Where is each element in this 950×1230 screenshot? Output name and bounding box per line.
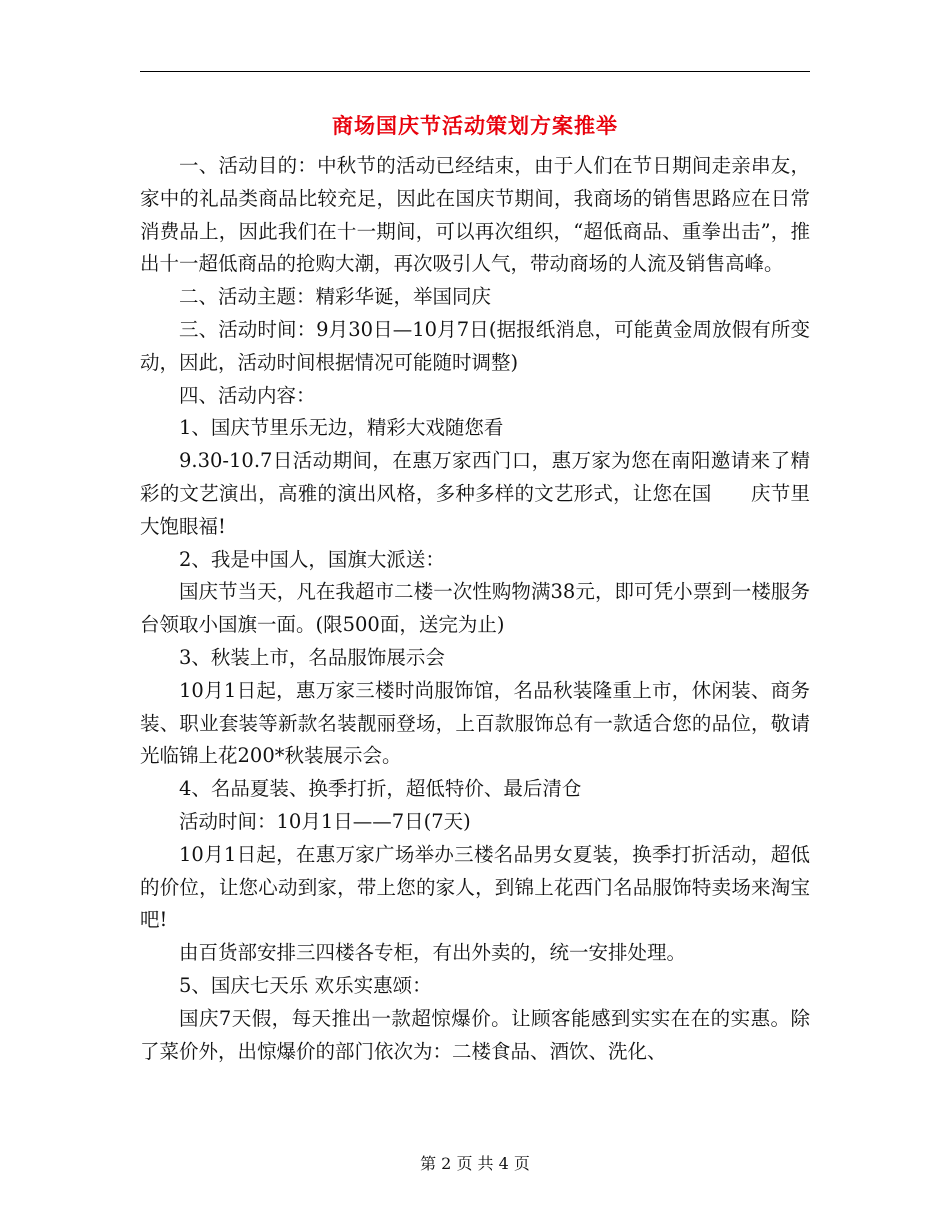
paragraph-item-4-note: 由百货部安排三四楼各专柜，有出外卖的，统一安排处理。 (179, 941, 687, 965)
paragraph-item-1-heading: 1、国庆节里乐无边，精彩大戏随您看 (179, 416, 504, 440)
paragraph-time: 三、活动时间：9月30日—10月7日(据报纸消息，可能黄金周放假有所变动，因此，活动时间根据情况可能随时调整) (140, 317, 810, 374)
document-title: 商场国庆节活动策划方案推举 (332, 113, 618, 138)
paragraph-item-5-body: 国庆7天假，每天推出一款超惊爆价。让顾客能感到实实在在的实惠。除了菜价外，出惊爆价的部门依次为：二楼食品、酒饮、洗化、 (140, 1006, 810, 1063)
paragraph-item-3-heading: 3、秋装上市，名品服饰展示会 (179, 645, 445, 669)
paragraph-item-3-body: 10月1日起，惠万家三楼时尚服饰馆，名品秋装隆重上市，休闲装、商务装、职业套装等新款名装靓丽登场，上百款服饰总有一款适合您的品位，敬请光临锦上花200*秋装展示会。 (140, 678, 810, 768)
paragraph-theme: 二、活动主题：精彩华诞，举国同庆 (179, 285, 492, 309)
paragraph-item-4-heading: 4、名品夏装、换季打折，超低特价、最后清仓 (179, 777, 582, 801)
paragraph-item-2-heading: 2、我是中国人，国旗大派送： (179, 547, 445, 571)
document-body (140, 150, 810, 1068)
paragraph-item-4-time: 活动时间：10月1日——7日(7天) (179, 809, 471, 833)
header-rule (140, 71, 810, 72)
paragraph-item-5-heading: 5、国庆七天乐 欢乐实惠颂： (179, 973, 432, 997)
paragraph-purpose: 一、活动目的：中秋节的活动已经结束，由于人们在节日期间走亲串友，家中的礼品类商品比较充足，因此在国庆节期间，我商场的销售思路应在日常消费品上，因此我们在十一期间，可以再次组织，“超低商品、重拳出击”，推出十一超低商品的抢购大潮，再次吸引人气，带动商场的人流及销售高峰。 (140, 154, 810, 276)
paragraph-item-1-body: 9.30-10.7日活动期间，在惠万家西门口，惠万家为您在南阳邀请来了精彩的文艺演出，高雅的演出风格，多种多样的文艺形式，让您在国 庆节里大饱眼福! (140, 449, 810, 538)
paragraph-content-heading: 四、活动内容： (179, 383, 316, 407)
paragraph-item-4-body: 10月1日起，在惠万家广场举办三楼名品男女夏装，换季打折活动，超低的价位，让您心动到家，带上您的家人，到锦上花西门名品服饰特卖场来淘宝吧! (140, 842, 810, 932)
paragraph-item-2-body: 国庆节当天，凡在我超市二楼一次性购物满38元，即可凭小票到一楼服务台领取小国旗一面。(限500面，送完为止) (140, 580, 810, 637)
page-number: 第 2 页 共 4 页 (420, 1154, 530, 1173)
